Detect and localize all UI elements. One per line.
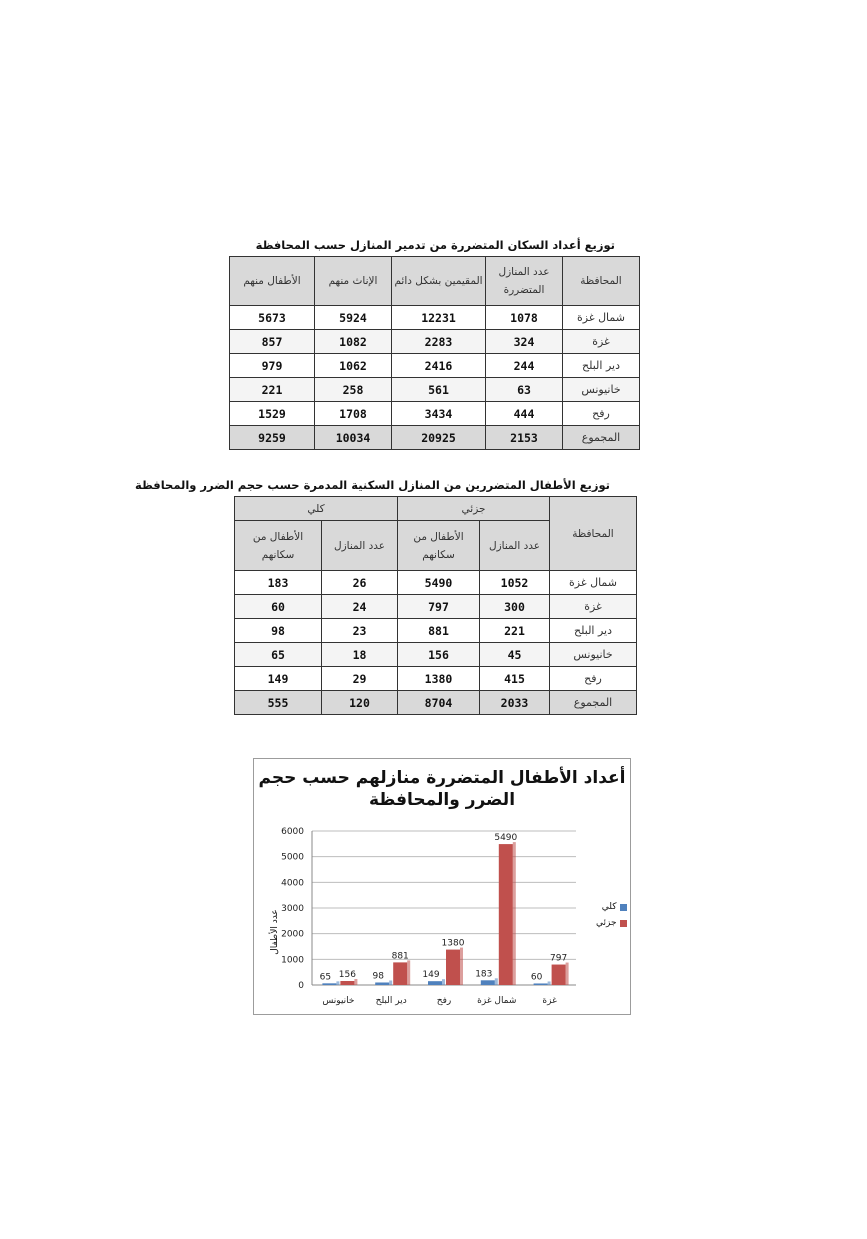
table2-subheader-t-children: الأطفال من سكانهم — [235, 521, 322, 571]
y-tick-label: 4000 — [281, 878, 304, 889]
t-children-cell: 65 — [235, 643, 322, 667]
table1 — [229, 256, 640, 450]
children-cell: 5673 — [230, 306, 315, 330]
table1-header-row — [230, 257, 640, 306]
gov-cell: غزة — [550, 595, 637, 619]
residents-cell: 561 — [392, 378, 486, 402]
y-tick-label: 2000 — [281, 929, 304, 940]
gov-cell: دير البلح — [550, 619, 637, 643]
t-houses-cell: 29 — [322, 667, 398, 691]
residents-cell: 20925 — [392, 426, 486, 450]
table1-header-residents: المقيمين بشكل دائم — [392, 257, 486, 306]
gov-cell: دير البلح — [563, 354, 640, 378]
x-tick-label: غزة — [542, 996, 557, 1006]
bar-partial — [340, 981, 354, 985]
children-cell: 221 — [230, 378, 315, 402]
table-row — [230, 330, 640, 354]
y-tick-label: 3000 — [281, 904, 304, 914]
houses-cell: 324 — [486, 330, 563, 354]
table1-caption: توزيع أعداد السكان المتضررة من تدمير المنازل حسب المحافظة — [255, 238, 615, 252]
table-row — [230, 354, 640, 378]
p-houses-cell: 300 — [480, 595, 550, 619]
gov-cell: شمال غزة — [563, 306, 640, 330]
t-houses-cell: 120 — [322, 691, 398, 715]
bar-side — [548, 981, 551, 985]
gov-cell: المجموع — [563, 426, 640, 450]
data-label: 65 — [319, 972, 332, 983]
y-tick-label: 0 — [298, 981, 304, 991]
data-label: 156 — [338, 969, 356, 980]
p-houses-cell: 45 — [480, 643, 550, 667]
females-cell: 5924 — [315, 306, 392, 330]
p-children-cell: 881 — [398, 619, 480, 643]
data-label: 1380 — [441, 938, 465, 949]
houses-cell: 1078 — [486, 306, 563, 330]
table-row — [235, 571, 637, 595]
table-row — [235, 595, 637, 619]
table2-subheader-p-children: الأطفال من سكانهم — [398, 521, 480, 571]
residents-cell: 12231 — [392, 306, 486, 330]
data-label: 5490 — [494, 833, 518, 844]
t-children-cell: 555 — [235, 691, 322, 715]
data-label: 60 — [530, 972, 543, 983]
houses-cell: 244 — [486, 354, 563, 378]
females-cell: 1062 — [315, 354, 392, 378]
residents-cell: 2416 — [392, 354, 486, 378]
bar-side — [336, 981, 339, 985]
gov-cell: خانيونس — [563, 378, 640, 402]
chart-y-axis-label: عدد الأطفال — [269, 909, 280, 955]
y-tick-label: 1000 — [281, 955, 304, 966]
data-label: 149 — [422, 970, 440, 981]
bar-total — [534, 983, 548, 985]
table2-group-header-row — [235, 497, 637, 521]
x-tick-label: دير البلح — [375, 996, 407, 1006]
table2-header-total: كلي — [235, 497, 398, 521]
legend-item-partial — [596, 918, 627, 928]
table-row — [235, 643, 637, 667]
bar-side — [407, 960, 410, 985]
table2-subheader-t-houses: عدد المنازل — [322, 521, 398, 571]
p-children-cell: 8704 — [398, 691, 480, 715]
x-tick-label: شمال غزة — [477, 996, 517, 1006]
table1-total-row — [230, 426, 640, 450]
gov-cell: رفح — [563, 402, 640, 426]
bar-side — [442, 979, 445, 985]
table-row — [230, 402, 640, 426]
houses-cell: 63 — [486, 378, 563, 402]
t-houses-cell: 24 — [322, 595, 398, 619]
table2-total-row — [235, 691, 637, 715]
table2-header-partial: جزئي — [398, 497, 550, 521]
table-row — [235, 619, 637, 643]
bar-total — [481, 980, 495, 985]
table-row — [230, 378, 640, 402]
table-row — [235, 667, 637, 691]
p-children-cell: 5490 — [398, 571, 480, 595]
bar-side — [513, 842, 516, 985]
children-cell: 1529 — [230, 402, 315, 426]
bar-total — [375, 982, 389, 985]
bar-total — [428, 981, 442, 985]
legend-item-total — [596, 902, 627, 912]
data-label: 183 — [475, 969, 493, 980]
gov-cell: غزة — [563, 330, 640, 354]
chart-container — [253, 758, 631, 1015]
t-children-cell: 149 — [235, 667, 322, 691]
residents-cell: 3434 — [392, 402, 486, 426]
children-cell: 9259 — [230, 426, 315, 450]
p-children-cell: 1380 — [398, 667, 480, 691]
bar-partial — [499, 844, 513, 985]
t-children-cell: 183 — [235, 571, 322, 595]
t-houses-cell: 23 — [322, 619, 398, 643]
table2 — [234, 496, 637, 715]
table1-header-houses: عدد المنازل المتضررة — [486, 257, 563, 306]
bar-chart — [254, 759, 630, 1014]
table2-header-gov: المحافظة — [550, 497, 637, 571]
bar-side — [495, 978, 498, 985]
gov-cell: خانيونس — [550, 643, 637, 667]
gov-cell: المجموع — [550, 691, 637, 715]
y-tick-label: 6000 — [281, 827, 304, 837]
x-tick-label: خانيونس — [322, 996, 355, 1006]
legend-label-partial: جزئي — [596, 918, 617, 928]
children-cell: 857 — [230, 330, 315, 354]
chart-legend — [596, 902, 627, 934]
bar-total — [322, 983, 336, 985]
p-houses-cell: 2033 — [480, 691, 550, 715]
y-tick-label: 5000 — [281, 852, 304, 863]
p-children-cell: 797 — [398, 595, 480, 619]
females-cell: 10034 — [315, 426, 392, 450]
p-houses-cell: 221 — [480, 619, 550, 643]
residents-cell: 2283 — [392, 330, 486, 354]
children-cell: 979 — [230, 354, 315, 378]
legend-label-total: كلي — [601, 902, 617, 912]
chart-title-line2: الضرر والمحافظة — [368, 790, 516, 810]
legend-swatch-partial — [620, 920, 627, 927]
t-children-cell: 98 — [235, 619, 322, 643]
gov-cell: شمال غزة — [550, 571, 637, 595]
bar-side — [566, 963, 569, 985]
table2-subheader-p-houses: عدد المنازل — [480, 521, 550, 571]
chart-title-line1: أعداد الأطفال المتضررة منازلهم حسب حجم — [258, 768, 626, 788]
table2-caption: توزيع الأطفال المتضررين من المنازل السكنية المدمرة حسب حجم الضرر والمحافظة — [135, 478, 610, 492]
p-houses-cell: 415 — [480, 667, 550, 691]
legend-swatch-total — [620, 904, 627, 911]
bar-side — [460, 948, 463, 985]
p-houses-cell: 1052 — [480, 571, 550, 595]
gov-cell: رفح — [550, 667, 637, 691]
bar-partial — [393, 962, 407, 985]
bar-side — [389, 980, 392, 985]
table1-header-females: الإناث منهم — [315, 257, 392, 306]
bar-partial — [446, 950, 460, 985]
t-houses-cell: 26 — [322, 571, 398, 595]
houses-cell: 444 — [486, 402, 563, 426]
bar-partial — [552, 965, 566, 985]
table-row — [230, 306, 640, 330]
houses-cell: 2153 — [486, 426, 563, 450]
table1-header-children: الأطفال منهم — [230, 257, 315, 306]
table1-header-gov: المحافظة — [563, 257, 640, 306]
data-label: 881 — [391, 951, 409, 962]
t-houses-cell: 18 — [322, 643, 398, 667]
data-label: 98 — [372, 971, 384, 982]
t-children-cell: 60 — [235, 595, 322, 619]
x-tick-label: رفح — [436, 996, 452, 1006]
females-cell: 1708 — [315, 402, 392, 426]
females-cell: 258 — [315, 378, 392, 402]
data-label: 797 — [550, 953, 568, 964]
p-children-cell: 156 — [398, 643, 480, 667]
females-cell: 1082 — [315, 330, 392, 354]
